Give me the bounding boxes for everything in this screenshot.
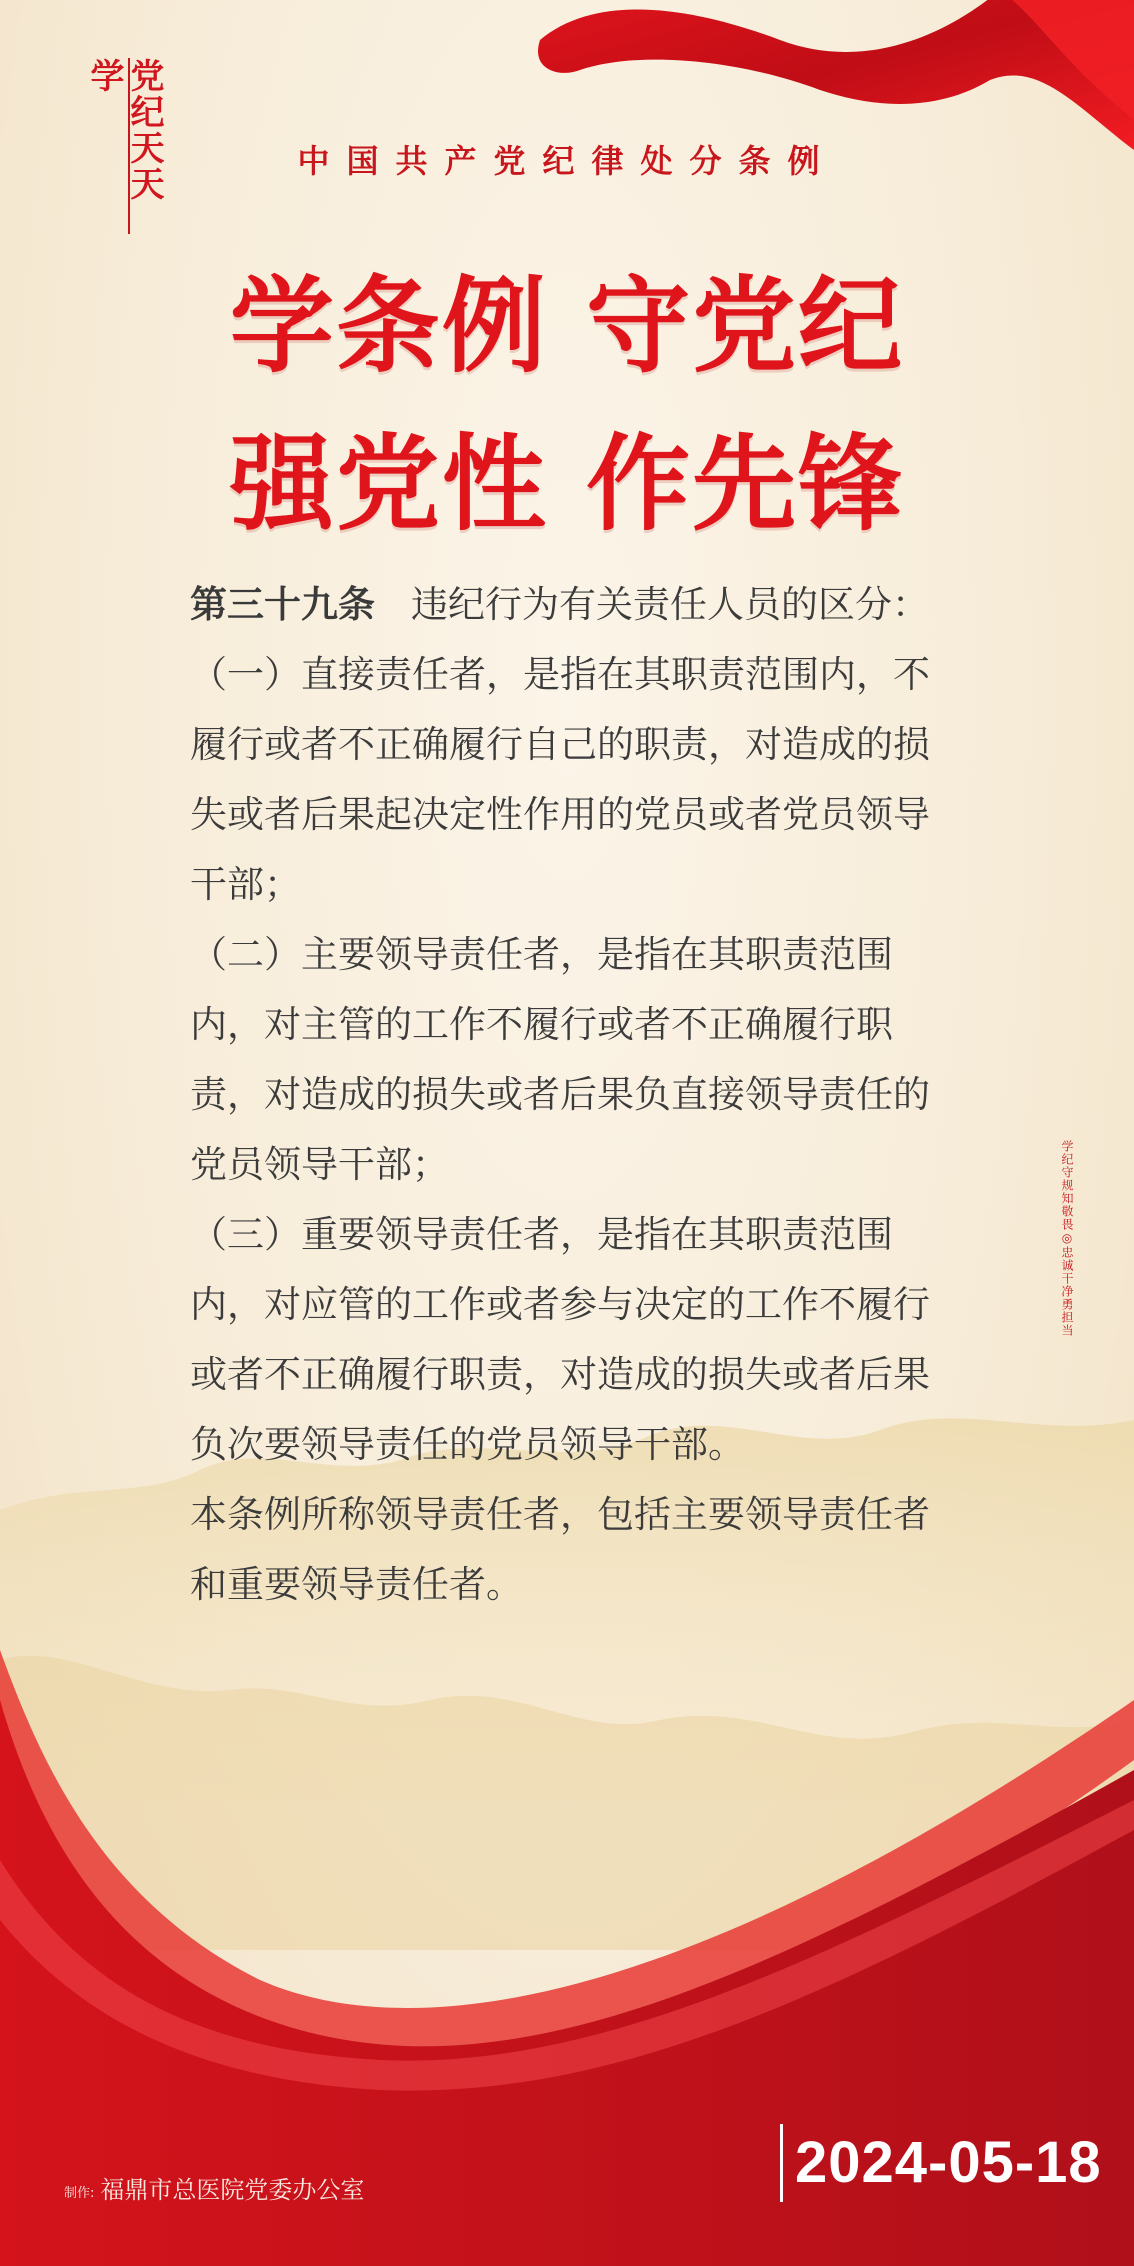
date-block: [780, 2124, 1102, 2202]
article-body: [190, 570, 950, 1620]
maker-label: 制作:: [64, 2185, 95, 2201]
article-heading: [190, 570, 950, 640]
maker-name: 福鼎市总医院党委办公室: [100, 2176, 365, 2204]
headline-line-2: 强党性 作先锋: [229, 423, 905, 545]
article-paragraph-2: （二）主要领导责任者，是指在其职责范围内，对主管的工作不履行或者不正确履行职责，对造成的损失或者后果负直接领导责任的党员领导干部；: [190, 933, 930, 1186]
headline-line-1: 学条例 守党纪: [229, 265, 905, 387]
article-title: 违纪行为有关责任人员的区分：: [411, 583, 929, 626]
vertical-slogan: 学纪守规知敬畏◎忠诚干净勇担当: [1060, 1140, 1074, 1337]
article-paragraph-4: 本条例所称领导责任者，包括主要领导责任者和重要领导责任者。: [190, 1493, 930, 1606]
date: 2024-05-18: [795, 2130, 1102, 2195]
subtitle: 中国共产党纪律处分条例: [297, 142, 837, 180]
article-paragraph-3: （三）重要领导责任者，是指在其职责范围内，对应管的工作或者参与决定的工作不履行或者不正确履行职责，对造成的损失或者后果负次要领导责任的党员领导干部。: [190, 1213, 930, 1466]
maker-credit: [64, 2170, 364, 2205]
article-paragraph-1: （一）直接责任者，是指在其职责范围内，不履行或者不正确履行自己的职责，对造成的损失或者后果起决定性作用的党员或者党员领导干部；: [190, 653, 930, 906]
article-number: 第三十九条: [190, 583, 375, 626]
side-badge-text: 党纪天天学: [84, 58, 164, 202]
